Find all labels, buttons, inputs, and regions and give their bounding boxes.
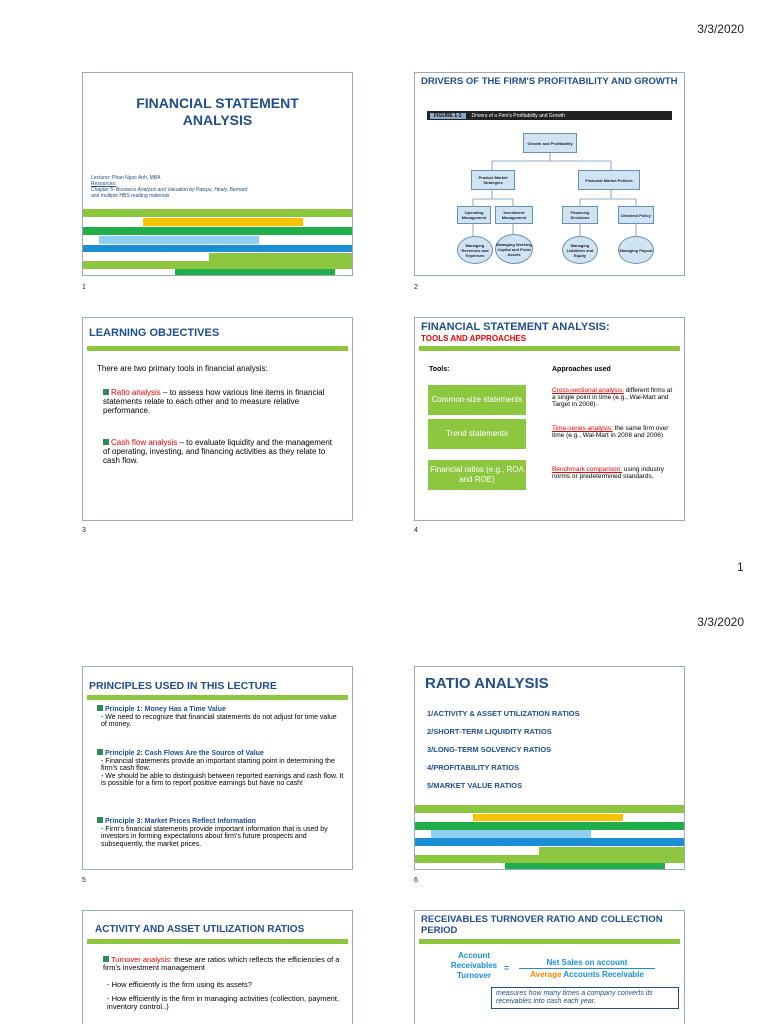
- page-number: 1: [737, 560, 744, 574]
- slide-number: 3: [82, 527, 86, 534]
- slide-number: 2: [414, 284, 418, 291]
- principle-heading: Principle 2: Cash Flows Are the Source of Value: [105, 750, 264, 757]
- decor-stripe: [83, 245, 352, 252]
- diagram-outcome: Managing Liabilities and Equity: [562, 236, 598, 264]
- slide-number: 5: [82, 877, 86, 884]
- slide-title: DRIVERS OF THE FIRM'S PROFITABILITY AND GROWTH: [421, 76, 678, 87]
- principle-heading: Principle 3: Market Prices Reflect Information: [105, 818, 256, 825]
- resource-line: and multiple HBS reading materials: [91, 193, 170, 199]
- approach-text: using industry norms or predetermined standards.: [552, 466, 665, 480]
- slide-title: RECEIVABLES TURNOVER RATIO AND COLLECTION PERIOD: [421, 914, 663, 936]
- principle-detail: - Financial statements provide an important starting point in determining the firm's cash flow.: [101, 757, 335, 772]
- formula-equals: =: [504, 963, 510, 973]
- diagram-node: Dividend Policy: [618, 206, 654, 224]
- page-date: 3/3/2020: [697, 615, 744, 629]
- diagram-node: Financing Decisions: [562, 206, 598, 224]
- diagram-outcome: Managing Payout: [618, 236, 654, 264]
- bullet-ratio-analysis: [103, 388, 336, 415]
- bullet-icon: [103, 956, 109, 962]
- formula-lhs: [445, 951, 503, 981]
- formula-note: measures how many times a company converts its receivables into cash each year.: [491, 987, 679, 1009]
- bullet-detail: - How efficiently is the firm using its assets?: [107, 980, 252, 989]
- decor-stripe: [143, 218, 303, 226]
- slide-title: PRINCIPLES USED IN THIS LECTURE: [89, 680, 277, 692]
- decor-stripe: [83, 209, 352, 217]
- tool-ratios: Financial ratios (e.g., ROA and ROE): [428, 460, 526, 490]
- diagram-outcome: Managing Working Capital and Fixed Assets: [495, 234, 533, 264]
- bullet-term: Ratio analysis: [111, 388, 161, 397]
- slide-4: [414, 317, 685, 521]
- slide-subtitle: TOOLS AND APPROACHES: [421, 334, 527, 343]
- approaches-header: Approaches used: [552, 366, 611, 373]
- title-rule: [419, 346, 680, 351]
- resources-label: Resources:: [91, 181, 117, 187]
- principle-3: [97, 817, 344, 848]
- slide-number: 6: [414, 877, 418, 884]
- ratio-item: 1/ACTIVITY & ASSET UTILIZATION RATIOS: [427, 709, 580, 718]
- decor-stripe: [415, 838, 684, 846]
- approach-cross-sectional: [552, 387, 676, 408]
- bullet-icon: [97, 705, 103, 711]
- decor-stripe: [415, 805, 684, 813]
- principle-detail: - We should be able to distinguish between reported earnings and cash flow. It is possible for a firm to report positive earnings but have no cash!: [101, 772, 344, 787]
- formula-denominator-rest: Accounts Receivable: [561, 970, 644, 979]
- slide-5: [82, 666, 353, 870]
- principle-2: [97, 749, 344, 788]
- slide-title: FINANCIAL STATEMENT ANALYSIS:: [421, 321, 610, 333]
- ratio-item: 3/LONG-TERM SOLVENCY RATIOS: [427, 745, 552, 754]
- ratio-item: 2/SHORT-TERM LIQUIDITY RATIOS: [427, 727, 552, 736]
- tools-header: Tools:: [429, 366, 450, 373]
- bullet-text: – to evaluate liquidity and the management of operating, investing, and financing activities as they relate to cash flow.: [103, 438, 333, 465]
- approach-text: different firms at a single point in time (e.g., Wal-Mart and Target in 2008).: [552, 387, 673, 408]
- bullet-detail: - How efficiently is the firm in managing activities (collection, payment, inventory control..): [107, 994, 340, 1011]
- slide-7: [82, 910, 353, 1024]
- bullet-turnover-analysis: [103, 956, 342, 972]
- slide-title: LEARNING OBJECTIVES: [89, 327, 220, 339]
- title-rule: [87, 346, 348, 351]
- formula-lhs-line: Account: [458, 951, 490, 960]
- diagram-node: Operating Management: [457, 206, 491, 224]
- bullet-icon: [97, 817, 103, 823]
- slide-8: [414, 910, 685, 1024]
- bullet-icon: [97, 749, 103, 755]
- principle-detail: - We need to recognize that financial statements do not adjust for time value of money.: [101, 713, 337, 728]
- tool-common-size: Common-size statements: [428, 385, 526, 415]
- principle-heading: Principle 1: Money Has a Time Value: [105, 706, 226, 713]
- bullet-icon: [103, 389, 109, 395]
- diagram-node: Financial Market Policies: [578, 170, 640, 190]
- slide-title: ACTIVITY AND ASSET UTILIZATION RATIOS: [95, 924, 305, 935]
- formula-denominator-term: Average: [530, 970, 562, 979]
- bullet-term: Turnover analysis: [111, 955, 170, 964]
- slide-title: RATIO ANALYSIS: [425, 675, 549, 692]
- diagram-node-top: Growth and Profitability: [523, 133, 577, 153]
- decor-stripe: [83, 227, 352, 235]
- decor-stripe: [415, 855, 684, 863]
- title-rule: [419, 939, 680, 944]
- principle-1: [97, 705, 344, 729]
- diagram-node: Product Market Strategies: [471, 170, 515, 190]
- approach-text: the same firm over time (e.g., Wal-Mart in 2008 and 2006): [552, 425, 669, 439]
- slide-6: [414, 666, 685, 870]
- decor-stripe: [209, 253, 352, 261]
- diagram-outcome: Managing Revenues and Expenses: [457, 236, 493, 264]
- approach-benchmark: [552, 466, 676, 480]
- slide-number: 4: [414, 527, 418, 534]
- formula-numerator: Net Sales on account: [519, 958, 655, 969]
- bullet-cash-flow-analysis: [103, 438, 336, 465]
- intro-text: There are two primary tools in financial analysis:: [97, 364, 268, 373]
- slide-number: 1: [82, 284, 86, 291]
- bullet-text: – to assess how various line items in financial statements relate to each other and to measure relative performance.: [103, 388, 325, 415]
- formula-denominator: [519, 970, 655, 979]
- approach-term: Cross-sectional analysis:: [552, 387, 624, 394]
- ratio-item: 4/PROFITABILITY RATIOS: [427, 763, 520, 772]
- decor-stripe: [505, 863, 665, 870]
- resource-line: Chapter 5- Business Analysis and Valuation by Palepu, Healy, Bernard: [91, 187, 248, 193]
- figure-label: FIGURE 1-1: [430, 113, 466, 119]
- decor-stripe: [539, 847, 684, 855]
- title-rule: [87, 939, 348, 944]
- formula-lhs-line: Receivables: [450, 961, 498, 970]
- decor-stripe: [473, 814, 623, 821]
- slide-title: FINANCIAL STATEMENT ANALYSIS: [136, 95, 299, 128]
- title-rule: [87, 695, 348, 700]
- bullet-term: Cash flow analysis: [111, 438, 178, 447]
- slide-3: [82, 317, 353, 521]
- decor-stripe: [83, 261, 352, 269]
- principle-detail: - Firm's financial statements provide important information that is used by investors in forming expectations about firm's future prospects and subsequently, the market prices.: [101, 825, 328, 848]
- approach-term: Benchmark comparison:: [552, 466, 623, 473]
- figure-caption: Drivers of a Firm's Profitability and Growth: [471, 112, 565, 119]
- slide-1: [82, 72, 353, 276]
- approach-time-series: [552, 425, 676, 439]
- page-date: 3/3/2020: [697, 22, 744, 36]
- tool-trend: Trend statements: [428, 419, 526, 449]
- ratio-item: 5/MARKET VALUE RATIOS: [427, 781, 523, 790]
- lecturer-text: Lecturer: Phan Ngoc Anh, MBA: [91, 175, 161, 181]
- decor-stripe: [99, 236, 259, 244]
- slide-2: [414, 72, 685, 276]
- bullet-text: : these are ratios which reflects the efficiencies of a firm's investment management: [103, 955, 340, 972]
- decor-stripe: [415, 822, 684, 830]
- decor-stripe: [431, 830, 591, 838]
- diagram-node: Investment Management: [495, 206, 533, 224]
- bullet-icon: [103, 439, 109, 445]
- formula-lhs-line: Turnover: [456, 971, 492, 980]
- approach-term: Time-series analysis:: [552, 425, 613, 432]
- decor-stripe: [175, 269, 335, 276]
